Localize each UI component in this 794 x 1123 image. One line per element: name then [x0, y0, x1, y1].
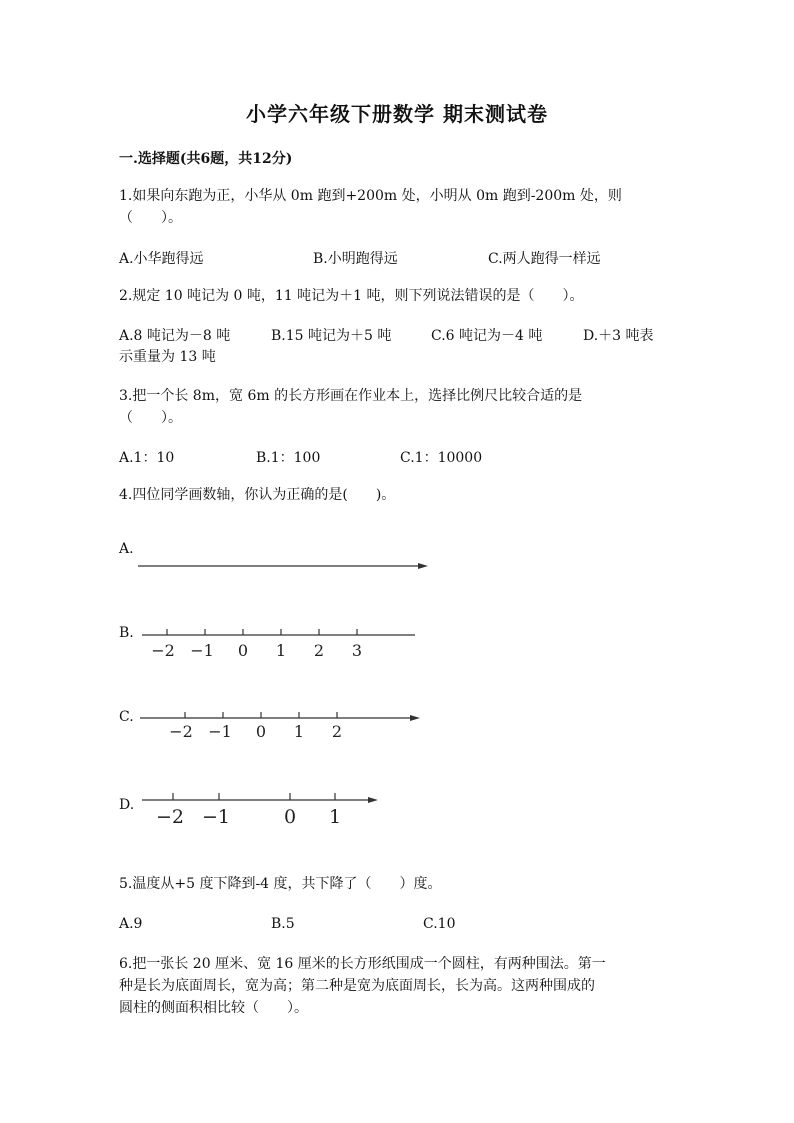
figure-c-tick-label: 1: [293, 722, 305, 741]
figure-a-number-line: [130, 558, 440, 574]
section-heading: 一.选择题(共6题，共12分): [119, 151, 293, 167]
figure-b-tick-label: 2: [313, 641, 325, 660]
question-2-option-d: D.＋3 吨表: [583, 328, 654, 344]
question-1-option-b: B.小明跑得远: [313, 251, 398, 267]
figure-b-label: B.: [119, 625, 134, 641]
question-2-option-b: B.15 吨记为＋5 吨: [271, 328, 392, 344]
question-2-option-c: C.6 吨记为－4 吨: [431, 328, 543, 344]
question-5-option-b: B.5: [271, 916, 295, 932]
figure-d-number-line: [130, 788, 390, 832]
question-5-line-1: 5.温度从+5 度下降到-4 度，共下降了（ ）度。: [119, 876, 442, 892]
figure-b-tick-label: −1: [190, 641, 214, 660]
question-5-option-a: A.9: [119, 916, 143, 932]
figure-a-label: A.: [119, 541, 134, 557]
question-3-line-2: （ ）。: [119, 410, 182, 426]
page-title: 小学六年级下册数学 期末测试卷: [246, 102, 548, 126]
figure-b-tick-label: 1: [275, 641, 287, 660]
question-3-line-1: 3.把一个长 8m，宽 6m 的长方形画在作业本上，选择比例尺比较合适的是: [119, 388, 583, 404]
question-1-line-2: （ ）。: [119, 210, 182, 226]
figure-b-tick-label: 0: [237, 641, 249, 660]
question-3-option-c: C.1：10000: [400, 450, 483, 466]
figure-b-tick-label: 3: [351, 641, 363, 660]
figure-c-label: C.: [119, 709, 134, 725]
question-3-option-b: B.1：100: [256, 450, 321, 466]
question-1-option-a: A.小华跑得远: [119, 251, 204, 267]
figure-b-number-line: [130, 622, 430, 662]
question-5-option-c: C.10: [423, 916, 456, 932]
figure-d-tick-label: −1: [201, 806, 231, 828]
figure-c-number-line: [130, 706, 430, 746]
question-2-option-d-continued: 示重量为 13 吨: [119, 349, 216, 365]
figure-c-tick-label: −2: [169, 722, 193, 741]
question-1-option-c: C.两人跑得一样远: [488, 251, 601, 267]
figure-b-tick-label: −2: [151, 641, 175, 660]
question-2-line-1: 2.规定 10 吨记为 0 吨，11 吨记为＋1 吨，则下列说法错误的是（ ）。: [119, 288, 584, 304]
figure-c-tick-label: 0: [255, 722, 267, 741]
question-1-line-1: 1.如果向东跑为正，小华从 0m 跑到+200m 处，小明从 0m 跑到-200m 处，则: [119, 188, 622, 204]
question-6-line-3: 圆柱的侧面积相比较（ ）。: [119, 1000, 308, 1016]
figure-c-tick-label: −1: [208, 722, 232, 741]
question-6-line-2: 种是长为底面周长，宽为高；第二种是宽为底面周长，长为高。这两种围成的: [119, 978, 595, 994]
figure-d-label: D.: [119, 797, 135, 813]
question-6-line-1: 6.把一张长 20 厘米、宽 16 厘米的长方形纸围成一个圆柱，有两种围法。第一: [119, 956, 606, 972]
figure-c-tick-label: 2: [331, 722, 343, 741]
question-4-line-1: 4.四位同学画数轴，你认为正确的是( )。: [119, 487, 396, 503]
question-2-option-a: A.8 吨记为－8 吨: [119, 328, 231, 344]
question-3-option-a: A.1：10: [119, 450, 175, 466]
figure-d-tick-label: −2: [155, 806, 185, 828]
figure-d-tick-label: 1: [328, 806, 342, 828]
figure-d-tick-label: 0: [283, 806, 297, 828]
